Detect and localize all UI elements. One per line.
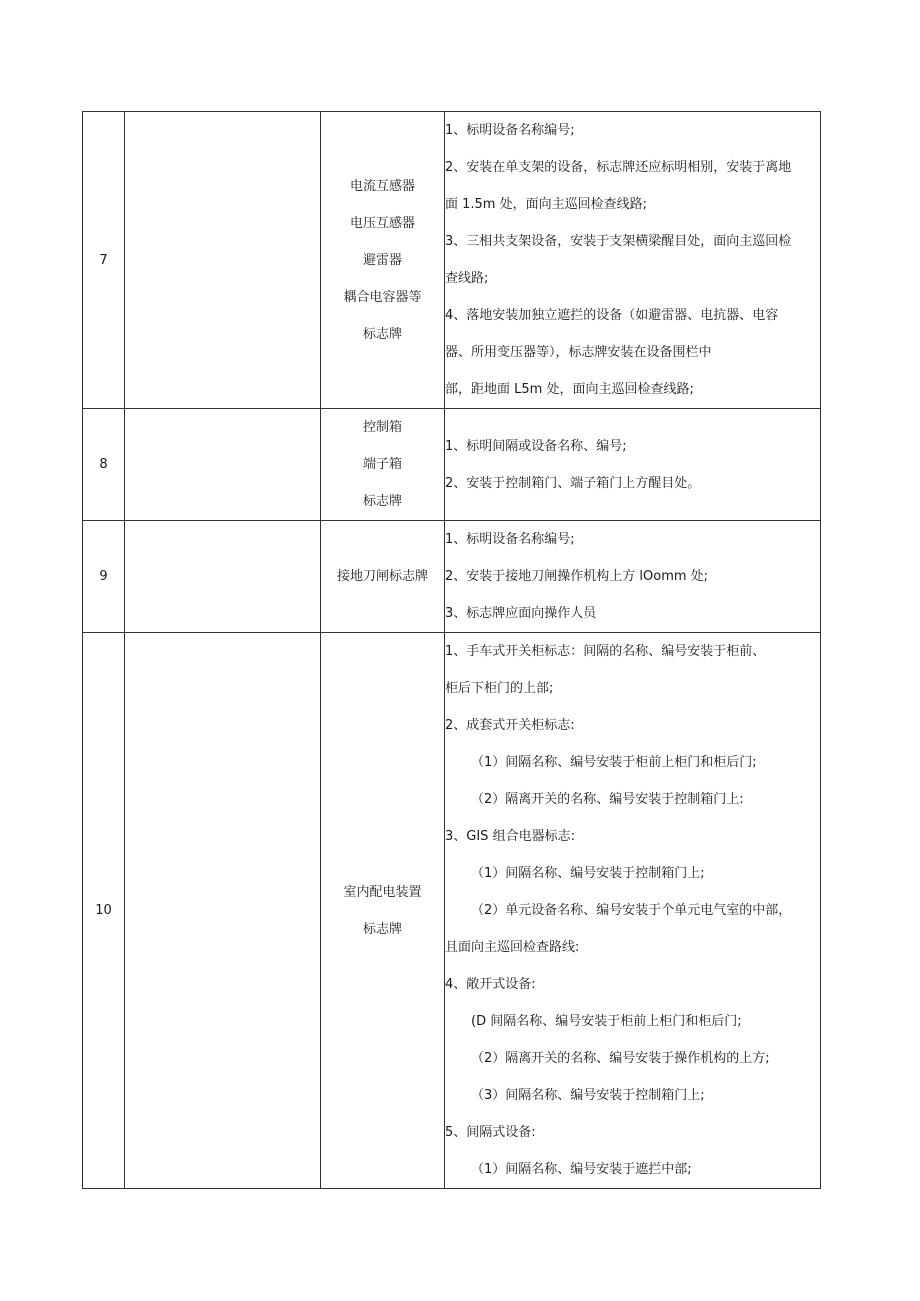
description-line: 1、手车式开关柜标志：间隔的名称、编号安装于柜前、 [445,644,766,659]
sign-name-line: 避雷器 [362,252,402,268]
description-line: 查线路; [445,271,489,286]
description-line: 3、标志牌应面向操作人员 [445,606,597,621]
installation-description-cell [445,112,821,409]
description-line: 3、三相共支架设备，安装于支架横梁醒目处，面向主巡回检 [445,234,792,249]
description-line: （3）间隔名称、编号安装于控制箱门上; [471,1088,705,1103]
description-line: 5、间隔式设备: [445,1125,536,1140]
table-row [83,112,821,409]
sign-name-line: 端子箱 [362,457,402,472]
sign-name-line: 标志牌 [362,921,402,937]
description-line: 部，距地面 L5m 处，面向主巡回检查线路; [445,382,694,397]
sign-name-line: 室内配电装置 [343,884,422,900]
description-line: （1）间隔名称、编号安装于遮拦中部; [471,1162,692,1177]
description-line: 4、落地安装加独立遮拦的设备（如避雷器、电抗器、电容 [445,308,779,323]
sign-image-cell [125,521,321,633]
description-line: （2）隔离开关的名称、编号安装于控制箱门上: [471,792,744,807]
row-number: 10 [83,633,125,1189]
sign-name-line: 控制箱 [362,420,402,435]
description-line: （1）间隔名称、编号安装于控制箱门上; [471,866,705,881]
sign-name-line: 标志牌 [362,326,402,342]
description-line: 2、安装于接地刀闸操作机构上方 lOomm 处; [445,569,709,584]
description-line: 器、所用变压器等），标志牌安装在设备围栏中 [445,345,712,360]
installation-description-cell [445,409,821,521]
sign-name-cell [321,409,445,521]
description-line: 面 1.5m 处，面向主巡回检查线路; [445,197,647,212]
sign-image-cell [125,633,321,1189]
sign-name-line: 电流互感器 [349,178,415,194]
row-number: 7 [83,112,125,409]
description-line: （2）单元设备名称、编号安装于个单元电气室的中部， [471,903,792,918]
description-line: （1）间隔名称、编号安装于柜前上柜门和柜后门; [471,755,757,770]
description-line: 柜后下柜门的上部; [445,681,554,696]
description-line: 1、标明设备名称编号; [445,532,575,547]
description-line: 2、安装于控制箱门、端子箱门上方醒目处。 [445,475,701,491]
description-line: 3、GIS 组合电器标志: [445,829,575,844]
description-line: 4、敞开式设备: [445,977,536,992]
description-line: (D 间隔名称、编号安装于柜前上柜门和柜后门; [471,1014,742,1029]
sign-name-cell [321,112,445,409]
description-line: 且面向主巡回检查路线: [445,940,580,955]
table-row [83,409,821,521]
sign-name-line: 耦合电容器等 [343,289,422,305]
table-row [83,521,821,633]
description-line: 2、安装在单支架的设备，标志牌还应标明相别，安装于离地 [445,160,792,175]
sign-spec-table-body [83,112,821,1189]
sign-name-line: 标志牌 [362,494,402,509]
description-line: 2、成套式开关柜标志: [445,718,575,733]
table-row [83,633,821,1189]
installation-description-cell [445,633,821,1189]
description-line: （2）隔离开关的名称、编号安装于操作机构的上方; [471,1051,770,1066]
sign-image-cell [125,112,321,409]
sign-name-cell [321,521,445,633]
sign-name-line: 电压互感器 [349,215,415,231]
installation-description-cell [445,521,821,633]
row-number: 9 [83,521,125,633]
sign-name-line: 接地刀闸标志牌 [336,569,428,584]
description-line: 1、标明间隔或设备名称、编号; [445,438,627,454]
row-number: 8 [83,409,125,521]
sign-image-cell [125,409,321,521]
description-line: 1、标明设备名称编号; [445,123,575,138]
sign-spec-table [82,111,821,1189]
sign-name-cell [321,633,445,1189]
